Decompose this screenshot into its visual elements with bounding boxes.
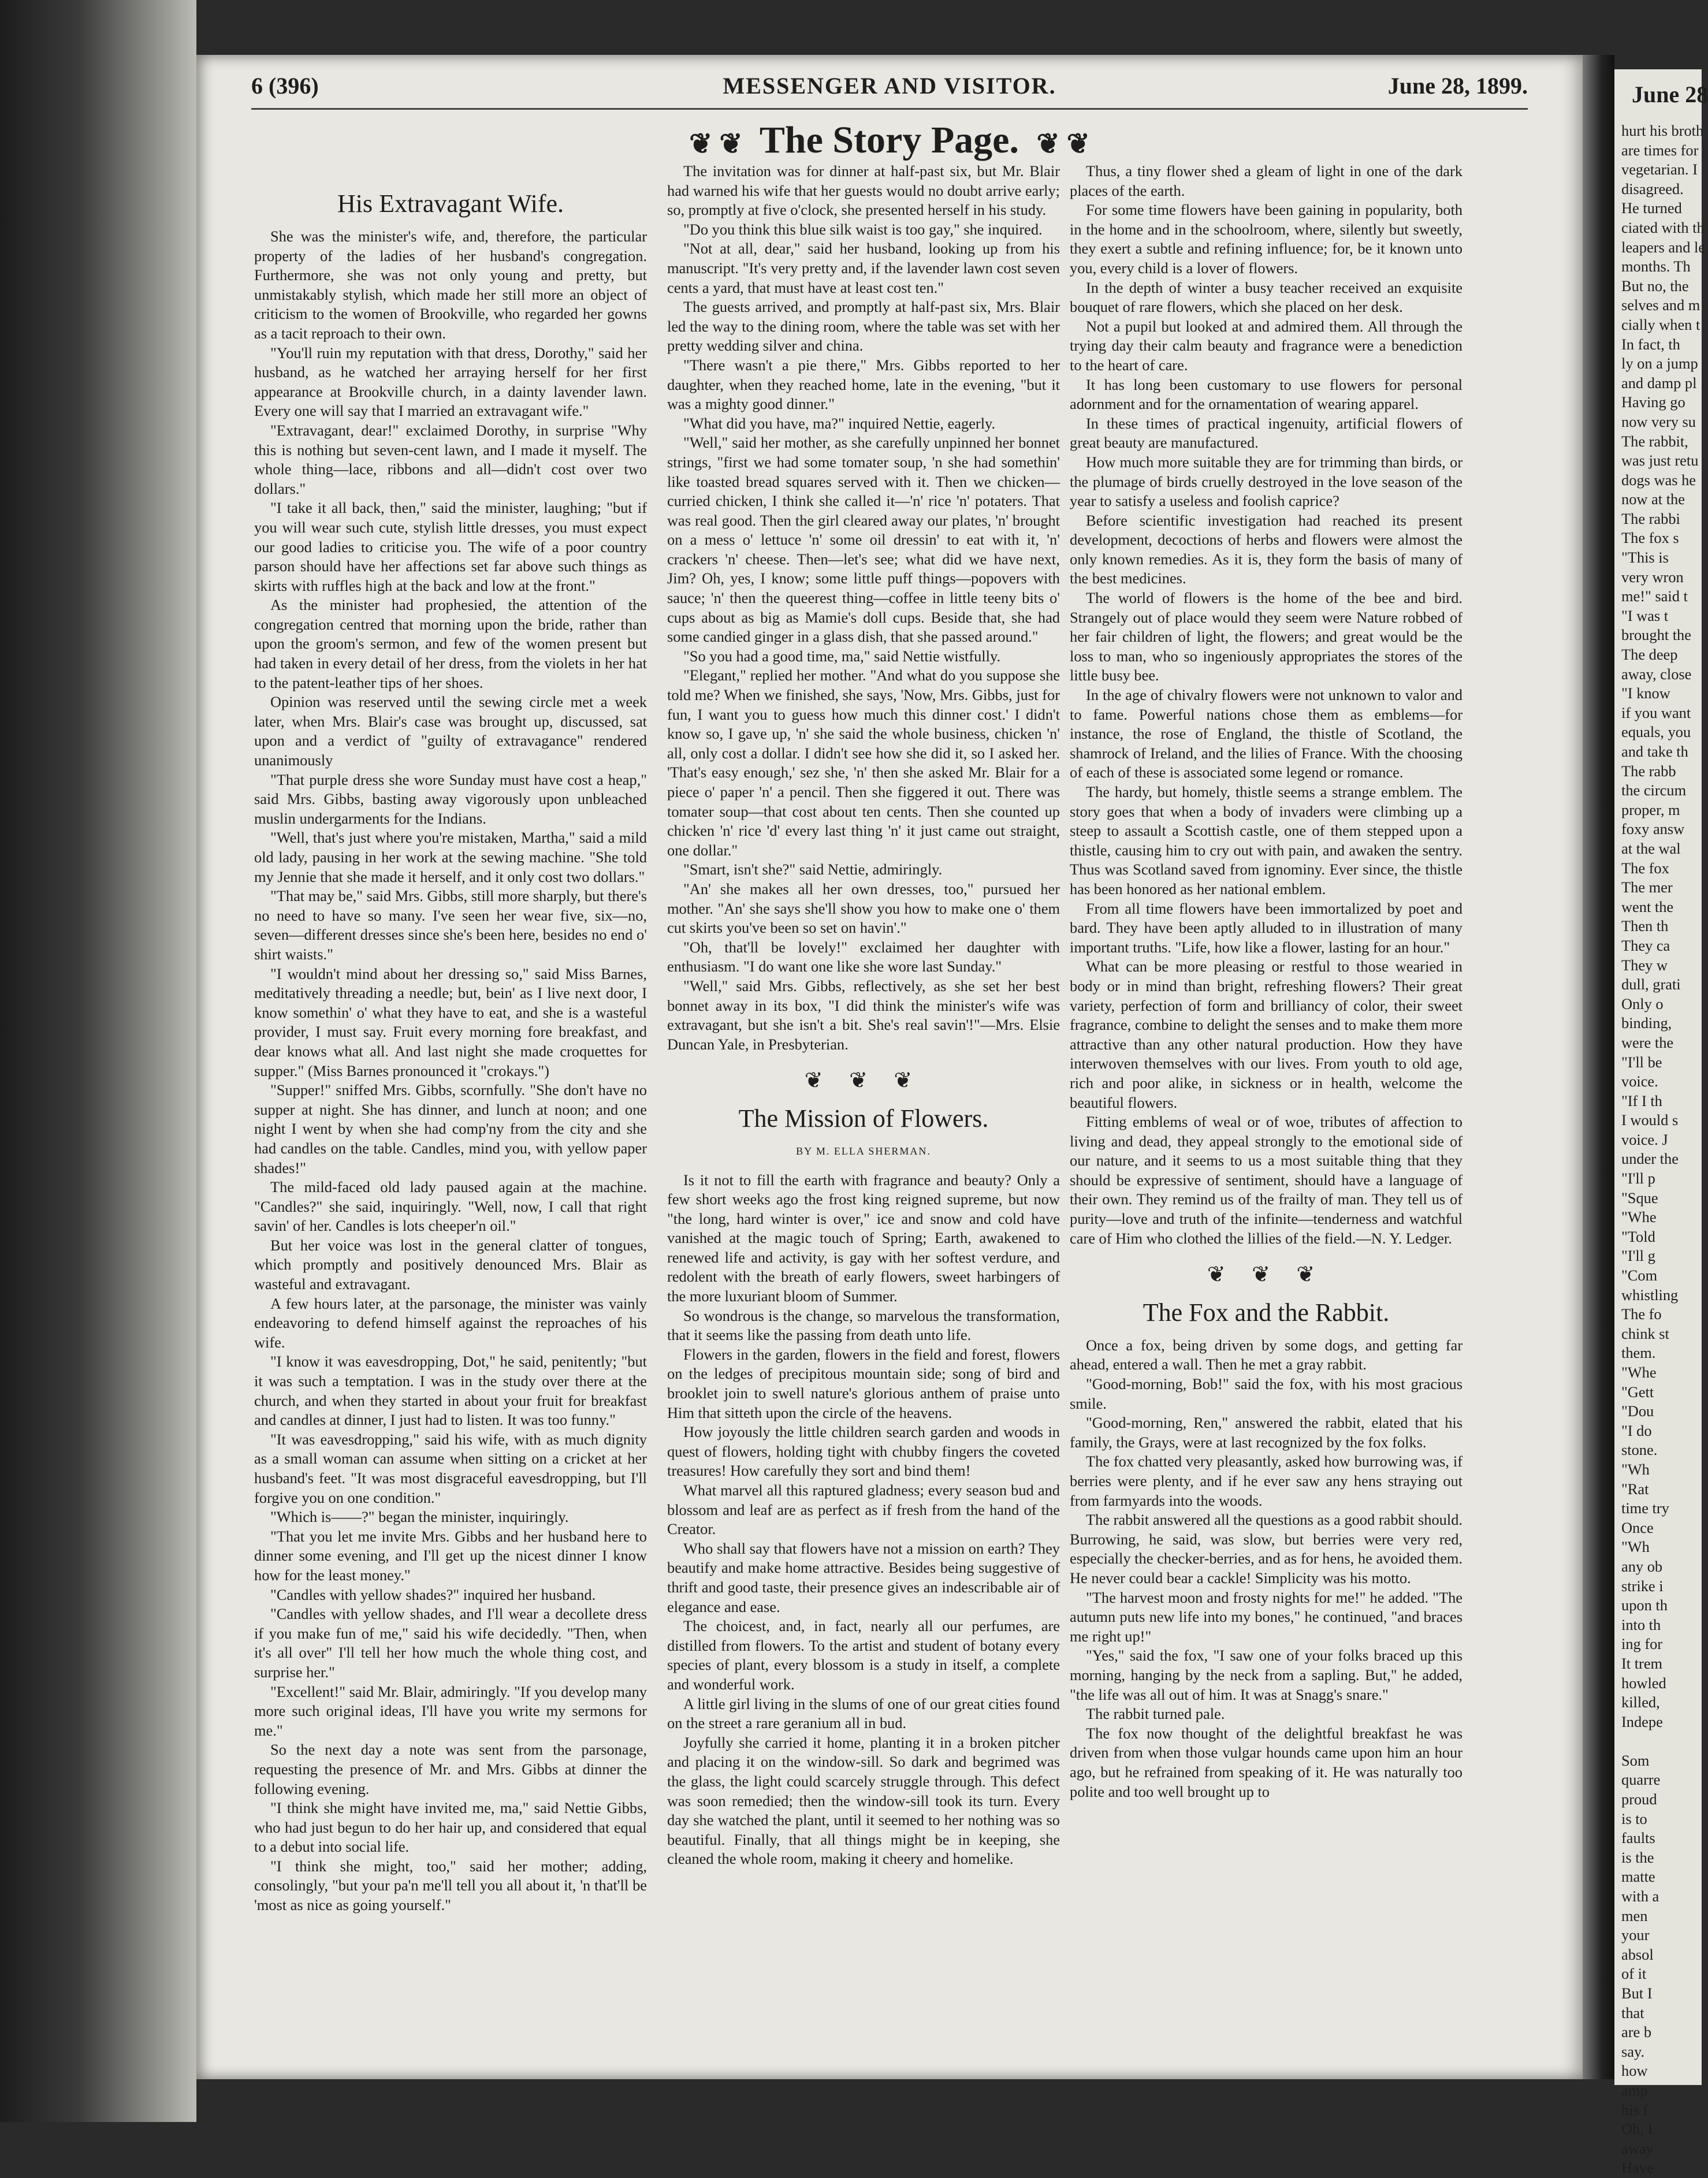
story-body [1070, 162, 1463, 1248]
paragraph: A few hours later, at the parsonage, the minister was vainly endeavoring to defend himself against the reproaches of his wife. [254, 1294, 647, 1351]
paragraph: Not a pupil but looked at and admired them. All through the trying day their calm beauty and fragrance were a benediction to the heart of care. [1070, 317, 1463, 374]
column-1 [254, 188, 647, 1915]
paragraph: It has long been customary to use flowers for personal adornment and for the ornamentation of wearing apparel. [1070, 375, 1463, 413]
adjacent-page-line: disagreed. [1621, 180, 1684, 198]
paragraph: "So you had a good time, ma," said Nettie wistfully. [683, 647, 1001, 665]
paragraph: Joyfully she carried it home, planting it in a broken pitcher and placing it on the window-sill. So dark and begrimed was the glass, the light could scarcely struggle through. This defect was soon remedied; then the window-sill took its turn. Every day she watched the plant, until it seemed to her nothing was so beautiful. Finally, that all things might be in keeping, she cleaned the whole room, making it cheery and homelike. [667, 1733, 1060, 1868]
paragraph: She was the minister's wife, and, therefore, the particular property of the ladies of her husband's congregation. Furthermore, she was not only young and pretty, but unmistakably stylish, which made her still more an object of criticism to the women of Brookville, who regarded her gowns as a tacit reproach to their own. [254, 228, 647, 342]
paragraph: "You'll ruin my reputation with that dress, Dorothy," said her husband, as he watched her arraying herself for her first appearance at Brookville church, in a dainty lavender lawn. Every one will say that I married an extravagant wife." [254, 344, 647, 420]
adjacent-page-line: hurt his broth [1621, 122, 1704, 139]
adjacent-page-line: quarre [1621, 1771, 1661, 1789]
adjacent-page-line: "I'll p [1621, 1170, 1655, 1187]
adjacent-page-line: "I do [1621, 1421, 1652, 1439]
story-body [667, 1171, 1060, 1869]
paragraph: For some time flowers have been gaining in popularity, both in the home and in the schoolroom, where, silently but sweetly, they exert a subtle and refining influence; for, be it known unto you, every child is a lover of flowers. [1070, 201, 1463, 277]
paragraph: The world of flowers is the home of the bee and bird. Strangely out of place would they seem were Nature robbed of her fair children of light, the flowers; and great would be the loss to man, who so ingeniously appropriates the stores of the little busy bee. [1070, 589, 1463, 684]
paragraph: How much more suitable they are for trimming than birds, or the plumage of birds cruelly destroyed in the love season of the year to satisfy a useless and foolish caprice? [1070, 453, 1463, 510]
paragraph: But her voice was lost in the general clatter of tongues, which promptly and positively denounced Mrs. Blair as wasteful and extravagant. [254, 1236, 647, 1293]
column-3 [1070, 162, 1463, 1801]
paragraph: The fox now thought of the delightful breakfast he was driven from when those vulgar hounds came upon him an hour ago, but he refrained from speaking of it. He was naturally too polite and too well brought up to [1070, 1724, 1463, 1800]
adjacent-page-line: into th [1621, 1615, 1661, 1633]
adjacent-page-line: vegetarian. I [1621, 161, 1698, 178]
adjacent-page-line: his f [1621, 2101, 1649, 2119]
issue-date: June 28, 1899. [1387, 73, 1528, 99]
paragraph: "Oh, that'll be lovely!" exclaimed her daughter with enthusiasm. "I do want one like she wore last Sunday." [667, 938, 1060, 976]
paragraph: What marvel all this raptured gladness; every season bud and blossom and leaf are as perfect as if fresh from the hand of the Creator. [667, 1481, 1060, 1538]
adjacent-page-line: The fox s [1621, 529, 1679, 547]
adjacent-page-line: strike i [1621, 1577, 1664, 1595]
adjacent-page-line: dogs was he [1621, 471, 1696, 489]
paragraph: "Excellent!" said Mr. Blair, admiringly. "If you develop many more such original ideas, I'll have you write my sermons for me." [254, 1682, 647, 1739]
adjacent-page-line: now at the [1621, 490, 1685, 508]
paragraph: Once a fox, being driven by some dogs, and getting far ahead, entered a wall. Then he met a gray rabbit. [1070, 1336, 1463, 1373]
paragraph: "Do you think this blue silk waist is too gay," she inquired. [683, 220, 1043, 238]
paragraph: "It was eavesdropping," said his wife, with as much dignity as a small woman can assume when sitting on a cricket at her husband's feet. "It was most disgraceful eavesdropping, but I'll forgive you on one condition." [254, 1430, 647, 1506]
adjacent-page-line: away [1621, 2139, 1654, 2157]
adjacent-page-line: the circum [1621, 781, 1687, 799]
adjacent-page-line: matte [1621, 1868, 1655, 1886]
paragraph: "I know it was eavesdropping, Dot," he said, penitently; "but it was such a temptation. I was in the study over there at the church, and when they started in about your fruit for breakfast and candles at dinner, I just had to listen. It was too funny." [254, 1353, 647, 1429]
paragraph: "Candles with yellow shades?" inquired her husband. [270, 1585, 596, 1603]
adjacent-page-line: months. Th [1621, 258, 1691, 275]
paragraph: "Smart, isn't she?" said Nettie, admiringly. [683, 861, 943, 878]
adjacent-page-line: was just retu [1621, 452, 1699, 470]
adjacent-page-line: "I know [1621, 684, 1670, 702]
paragraph: Before scientific investigation had reached its present development, decoctions of herbs and flowers were almost the only known remedies. As it is, they form the basis of many of the best medicines. [1070, 511, 1463, 587]
adjacent-page-line: In fact, th [1621, 335, 1680, 353]
paragraph: The mild-faced old lady paused again at the machine. "Candles?" she said, inquiringly. "Well, now, I call that right savin' of her. Candles is lots cheeper'n oil." [254, 1178, 647, 1235]
adjacent-page-line: whistling [1621, 1286, 1679, 1304]
newspaper-name: MESSENGER AND VISITOR. [723, 73, 1056, 99]
adjacent-page-line: "Gett [1621, 1383, 1654, 1401]
adjacent-page-line: your [1621, 1926, 1650, 1944]
story-title: The Mission of Flowers. [738, 1104, 989, 1133]
adjacent-page-line: went the [1621, 898, 1674, 915]
adjacent-page-line: binding, [1621, 1014, 1672, 1032]
paragraph: A little girl living in the slums of one of our great cities found on the street a rare geranium all in bud. [667, 1695, 1060, 1732]
adjacent-page-line: I would s [1621, 1111, 1679, 1129]
adjacent-page-line: Indepe [1621, 1712, 1663, 1730]
paragraph: "That purple dress she wore Sunday must have cost a heap," said Mrs. Gibbs, basting away vigorously upon unbleached muslin undergarments for the Indians. [254, 770, 647, 827]
adjacent-page-line: "If I th [1621, 1092, 1662, 1110]
paragraph: "Good-morning, Bob!" said the fox, with his most gracious smile. [1070, 1375, 1463, 1412]
adjacent-page-line: were the [1621, 1033, 1674, 1051]
adjacent-page-line: "I was t [1621, 606, 1669, 624]
paragraph: "Which is——?" began the minister, inquiringly. [270, 1508, 569, 1526]
paragraph: "Supper!" sniffed Mrs. Gibbs, scornfully. "She don't have no supper at night. She has dinner, and lunch at noon; and one night I went by when she had comp'ny from the city and she had candles on the table. Candles, mind you, with yellow paper shades!" [254, 1081, 647, 1177]
adjacent-page-line: ciated with th [1621, 218, 1705, 236]
paragraph: "I think she might have invited me, ma," said Nettie Gibbs, who had just begun to do her hair up, and considered that equal to a debut into social life. [254, 1799, 647, 1856]
book-binding-edge [0, 0, 196, 2122]
paragraph: "Well," said Mrs. Gibbs, reflectively, as she set her best bonnet away in its box, "I did think the minister's wife was extravagant, but she isn't a bit. She's real savin'!"—Mrs. Elsie Duncan Yale, in Presbyterian. [667, 977, 1060, 1053]
story-body [667, 162, 1060, 1054]
adjacent-page-line: proper, m [1621, 801, 1680, 818]
adjacent-page-line: killed, [1621, 1693, 1660, 1711]
adjacent-page-line: "Whe [1621, 1364, 1657, 1381]
paragraph: As the minister had prophesied, the attention of the congregation centred that morning upon the bride, rather than upon the groom's sermon, and few of the women present but had taken in every detail of her dress, from the violets in her hat to the patent-leather tips of her shoes. [254, 596, 647, 691]
adjacent-page-line: "This is [1621, 549, 1669, 567]
story-title: His Extravagant Wife. [337, 189, 564, 218]
paragraph: "That may be," said Mrs. Gibbs, still more sharply, but there's no need to have so many. I've seen her wear five, six—no, seven—different dresses since she's been here, besides no end o' shirt waists." [254, 887, 647, 963]
adjacent-page-line: men [1621, 1907, 1648, 1924]
adjacent-page-line: foxy answ [1621, 820, 1685, 838]
story-body [254, 227, 647, 1915]
adjacent-page-line: them. [1621, 1344, 1656, 1362]
adjacent-page-line: The rabbi [1621, 509, 1680, 527]
adjacent-page-line: brought the [1621, 626, 1691, 644]
story-body [1070, 1336, 1463, 1801]
adjacent-page-line: howled [1621, 1674, 1666, 1692]
adjacent-page-line: They w [1621, 956, 1668, 974]
adjacent-page-line: Once [1621, 1518, 1654, 1536]
adjacent-page-line: "Sque [1621, 1189, 1658, 1207]
paragraph: "Good-morning, Ren," answered the rabbit, elated that his family, the Grays, were at last recognized by the fox folks. [1070, 1414, 1463, 1451]
adjacent-page-line: now very su [1621, 412, 1696, 430]
adjacent-page-line: Only o [1621, 995, 1664, 1012]
fleuron-divider-icon: ❦ ❦ ❦ [804, 1068, 923, 1093]
adjacent-page-line: is to [1621, 1810, 1647, 1827]
adjacent-page-line: But no, the [1621, 277, 1689, 295]
adjacent-page-line: The mer [1621, 878, 1673, 896]
adjacent-page-line: time try [1621, 1499, 1669, 1517]
fleuron-divider-icon: ❦ ❦ ❦ [1207, 1263, 1326, 1287]
adjacent-page-line: and take th [1621, 743, 1688, 760]
adjacent-page-line: proud [1621, 1790, 1657, 1808]
paragraph: "Elegant," replied her mother. "And what do you suppose she told me? When we finished, she says, 'Now, Mrs. Gibbs, just for fun, I want you to guess how much this dinner cost.' I didn't know so, I gave up, 'n' she said the whole business, chicken 'n' all, only cost a dollar. I didn't see how she did it, so I asked her. 'That's easy enough,' sez she, 'n' then she asked Mr. Blair for a piece o' paper 'n' a pencil. Then she figgered it out. There was tomater soup—that cost about ten cents. Then she counted up chicken 'n' rice 'd' every last thing 'n' it just came out straight, one dollar." [667, 667, 1060, 859]
adjacent-page [1614, 69, 1708, 2177]
adjacent-page-line: Then th [1621, 917, 1669, 935]
adjacent-page-line: dull, grati [1621, 976, 1681, 993]
page-number: 6 (396) [251, 73, 319, 99]
paragraph: The invitation was for dinner at half-past six, but Mr. Blair had warned his wife that her guests would no doubt arrive early; so, promptly at five o'clock, she presented herself in his study. [667, 162, 1060, 219]
adjacent-page-line: voice. [1621, 1073, 1658, 1090]
adjacent-page-line: The rabbit, [1621, 432, 1688, 450]
adjacent-page-line: The rabb [1621, 762, 1676, 780]
paragraph: The rabbit turned pale. [1086, 1705, 1225, 1723]
adjacent-page-line: is the [1621, 1848, 1654, 1866]
paragraph: "I wouldn't mind about her dressing so," said Miss Barnes, meditatively threading a needle; but, bein' as I live next door, I know somethin' o' what they have to eat, and she is a wasteful provider, I must say. Fruit every morning fore breakfast, and dear knows what all. And last night she made croquettes for supper." (Miss Barnes pronounced it "crokays.") [254, 965, 647, 1079]
paragraph: The fox chatted very pleasantly, asked how burrowing was, if berries were plenty, and if he ever saw any hens straying out from farmyards into the woods. [1070, 1453, 1463, 1509]
adjacent-page-line: absol [1621, 1945, 1654, 1963]
fleuron-icon: ❦ ❦ [1036, 128, 1090, 159]
adjacent-page-line: Som [1621, 1751, 1650, 1769]
adjacent-page-line: under the [1621, 1150, 1679, 1168]
newspaper-page [196, 55, 1583, 2079]
adjacent-page-line: amp [1621, 2081, 1648, 2099]
adjacent-page-line: They ca [1621, 936, 1670, 954]
adjacent-page-line: away, close [1621, 665, 1692, 683]
paragraph: How joyously the little children search garden and woods in quest of flowers, holding tight with chubby fingers the coveted treasures! How carefully they sort and bind them! [667, 1423, 1060, 1480]
page-header [251, 68, 1528, 108]
adjacent-page-line: ly on a jump [1621, 355, 1698, 373]
adjacent-page-line: leapers and le [1621, 238, 1706, 256]
adjacent-page-line: upon th [1621, 1596, 1668, 1614]
adjacent-page-line: how [1621, 2062, 1648, 2080]
adjacent-page-line: Have [1621, 2159, 1654, 2177]
adjacent-page-line: "Whe [1621, 1208, 1657, 1226]
adjacent-page-line: say. [1621, 2042, 1645, 2060]
paragraph: "Well, that's just where you're mistaken, Martha," said a mild old lady, pausing in her work at the sewing machine. "She told my Jennie that she made it herself, and it only cost two dollars." [254, 829, 647, 885]
adjacent-page-line: It trem [1621, 1654, 1663, 1672]
paragraph: Flowers in the garden, flowers in the field and forest, flowers on the ledges of precipitous mountain side; song of bird and brooklet join to swell nature's glorious anthem of praise unto Him that sitteth upon the circle of the heavens. [667, 1345, 1060, 1421]
adjacent-page-line: cially when t [1621, 315, 1700, 333]
adjacent-page-line: "Dou [1621, 1402, 1654, 1420]
paragraph: What can be more pleasing or restful to those wearied in body or in mind than bright, refreshing flowers? Their great variety, perfection of form and brilliancy of color, their sweet fragrance, combine to delight the senses and to make them more attractive than any other natural production. How they have interwoven themselves with our lives. From youth to old age, rich and poor alike, in sickness or in health, welcome the beautiful flowers. [1070, 958, 1463, 1111]
adjacent-page-line: "Rat [1621, 1480, 1649, 1498]
adjacent-page-line [1621, 1732, 1705, 1751]
adjacent-page-line: "Told [1621, 1227, 1655, 1245]
fleuron-icon: ❦ ❦ [689, 128, 743, 159]
paragraph: From all time flowers have been immortalized by poet and bard. They have been aptly alluded to in illustration of many important truths. "Life, how like a flower, lasting for an hour." [1070, 899, 1463, 956]
adjacent-page-line: and damp pl [1621, 374, 1697, 392]
paragraph: "An' she makes all her own dresses, too," pursued her mother. "An' she says she'll show you how to make one o' them cut skirts you've been so set on havin'." [667, 880, 1060, 937]
adjacent-page-line: are b [1621, 2023, 1652, 2041]
paragraph: "I think she might, too," said her mother; adding, consolingly, "but your pa'n me'll tell you all about it, 'n that'll be 'most as nice as going yourself." [254, 1857, 647, 1914]
page-gutter [1583, 55, 1614, 2079]
column-2 [667, 162, 1060, 1869]
adjacent-page-line: He turned [1621, 199, 1682, 217]
paragraph: The rabbit answered all the questions as a good rabbit should. Burrowing, he said, was slow, but berries were very red, especially the checker-berries, and as for hens, he avoided them. He never could bear a cackle! Simplicity was his motto. [1070, 1511, 1463, 1587]
paragraph: In the depth of winter a busy teacher received an exquisite bouquet of rare flowers, which she placed on her desk. [1070, 278, 1463, 316]
adjacent-page-line: voice. J [1621, 1130, 1668, 1148]
paragraph: Opinion was reserved until the sewing circle met a week later, when Mrs. Blair's case was brought up, discussed, sat upon and a verdict of "guilty of extravagance" rendered unanimously [254, 693, 647, 769]
adjacent-page-line: The deep [1621, 646, 1678, 664]
paragraph: "The harvest moon and frosty nights for me!" he added. "The autumn puts new life into my bones," he continued, "and braces me right up!" [1070, 1588, 1463, 1645]
paragraph: Fitting emblems of weal or of woe, tributes of affection to living and dead, they appeal strongly to the emotional side of our nature, and it seems to us a most suitable thing that they should be expressive of sentiment, should have a language of their own. They remind us of the frailty of man. They tell us of purity—love and truth of the infinite—tenderness and watchful care of Him who clothed the lillies of the field.—N. Y. Ledger. [1070, 1113, 1463, 1247]
adjacent-page-line: with a [1621, 1887, 1659, 1905]
paragraph: Is it not to fill the earth with fragrance and beauty? Only a few short weeks ago the frost king reigned supreme, but now "the long, hard winter is over," ice and snow and cold have vanished at the magic touch of Spring; Earth, awakened to renewed life and activity, is gay with her softest verdure, and redolent with the breath of early flowers, sweet harbingers of the more luxuriant bloom of Summer. [667, 1171, 1060, 1305]
paragraph: "Well," said her mother, as she carefully unpinned her bonnet strings, "first we had some tomater soup, 'n she had somethin' like toasted bread squares served with it. Then we chicken—curried chicken, I think she called it—'n' rice 'n' potaters. That was real good. Then the girl cleared away our plates, 'n' brought on a mess o' lettuce 'n' some oil dressin' to eat with it, 'n' crackers 'n' cheese. Then—let's see; what did we have next, Jim? Oh, yes, I know; some little puff things—popovers with sauce; 'n' then the queerest thing—coffee in little teeny bits o' cups about as big as Mamie's doll cups. Beside that, she had some candied ginger in a glass dish, that she passed around." [667, 434, 1060, 646]
adjacent-page-line: are times for [1621, 141, 1699, 159]
adjacent-page-line: if you want [1621, 703, 1691, 721]
adjacent-page-line: that [1621, 2004, 1644, 2021]
paragraph: The guests arrived, and promptly at half-past six, Mrs. Blair led the way to the dining room, where the table was set with her pretty wedding silver and china. [667, 298, 1060, 355]
adjacent-page-line: of it [1621, 1965, 1647, 1983]
paragraph: "Extravagant, dear!" exclaimed Dorothy, in surprise "Why this is nothing but seven-cent lawn, and I made it myself. The whole thing—lace, ribbons and all—didn't cost over two dollars." [254, 421, 647, 497]
adjacent-page-text [1621, 121, 1705, 2178]
adjacent-page-line: "I'll be [1621, 1053, 1662, 1071]
adjacent-page-line: "Wh [1621, 1538, 1650, 1556]
paragraph: In the age of chivalry flowers were not unknown to valor and to fame. Powerful nations chose them as emblems—for instance, the rose of England, the thistle of Scotland, the shamrock of Ireland, and the lilies of France. With the choosing of each of these is associated some legend or romance. [1070, 686, 1463, 781]
paragraph: "There wasn't a pie there," Mrs. Gibbs reported to her daughter, when they reached home, late in the evening, "but it was a mighty good dinner." [667, 356, 1060, 413]
section-title-text: The Story Page. [759, 119, 1019, 161]
adjacent-page-line: at the wal [1621, 839, 1681, 857]
adjacent-page-line: The fox [1621, 859, 1669, 877]
adjacent-page-header: June 28 [1632, 81, 1708, 107]
story-byline: BY M. ELLA SHERMAN. [796, 1145, 931, 1157]
adjacent-page-line: ing for [1621, 1635, 1663, 1653]
adjacent-page-line: Oh, I [1621, 2120, 1653, 2138]
adjacent-page-line: Having go [1621, 393, 1685, 411]
adjacent-page-line: any ob [1621, 1557, 1663, 1575]
paragraph: Who shall say that flowers have not a mission on earth? They beautify and make home attractive. Besides being suggestive of thrift and good taste, their presence gives an indescribable air of elegance and ease. [667, 1539, 1060, 1615]
adjacent-page-line: stone. [1621, 1441, 1658, 1459]
paragraph: "What did you have, ma?" inquired Nettie, eagerly. [683, 414, 996, 432]
adjacent-page-line: equals, you [1621, 723, 1691, 741]
paragraph: So the next day a note was sent from the parsonage, requesting the presence of Mr. and Mrs. Gibbs at dinner the following evening. [254, 1741, 647, 1797]
adjacent-page-line: selves and m [1621, 296, 1700, 314]
adjacent-page-line: "I'll g [1621, 1247, 1655, 1265]
paragraph: "That you let me invite Mrs. Gibbs and her husband here to dinner some evening, and I'll get up the nicest dinner I know how for the least money." [254, 1527, 647, 1584]
adjacent-page-line: me!" said t [1621, 587, 1688, 605]
paragraph: "I take it all back, then," said the minister, laughing; "but if you will wear such cute, stylish little dresses, you must expect our good ladies to criticise you. The wife of a poor country parson should have her affections set far above such things as skirts with ruffles high at the back and low at the front." [254, 499, 647, 594]
paragraph: "Yes," said the fox, "I saw one of your folks braced up this morning, hanging by the neck from a sapling. But," he added, "the life was all out of him. It was at Snagg's snare." [1070, 1647, 1463, 1703]
adjacent-page-line: very wron [1621, 568, 1684, 586]
story-title: The Fox and the Rabbit. [1143, 1298, 1390, 1327]
adjacent-page-line: faults [1621, 1829, 1655, 1847]
paragraph: The choicest, and, in fact, nearly all our perfumes, are distilled from flowers. To the artist and student of botany every species of plant, every blossom is a study in itself, a complete and wonderful work. [667, 1617, 1060, 1693]
adjacent-page-line: "Wh [1621, 1460, 1650, 1478]
adjacent-page-line: chink st [1621, 1324, 1669, 1342]
paragraph: Thus, a tiny flower shed a gleam of light in one of the dark places of the earth. [1070, 162, 1463, 199]
paragraph: "Not at all, dear," said her husband, looking up from his manuscript. "It's very pretty and, if the lavender lawn cost seven cents a yard, that must have at least cost ten." [667, 240, 1060, 296]
paragraph: So wondrous is the change, so marvelous the transformation, that it seems like the passing from death unto life. [667, 1306, 1060, 1344]
paragraph: "Candles with yellow shades, and I'll wear a decollete dress if you make fun of me," said his wife decidedly. "Then, when it's all over" I'll tell her how much the whole thing cost, and surprise her." [254, 1605, 647, 1681]
paragraph: In these times of practical ingenuity, artificial flowers of great beauty are manufactured. [1070, 414, 1463, 452]
adjacent-page-line: But I [1621, 1985, 1653, 2002]
adjacent-page-line: "Com [1621, 1267, 1658, 1285]
adjacent-page-line: The fo [1621, 1305, 1662, 1323]
paragraph: The hardy, but homely, thistle seems a strange emblem. The story goes that when a body of invaders were climbing up a steep to assault a Scottish castle, one of them stepped upon a thistle, causing him to cry out with pain, and awaken the sentry. Thus was Scotland saved from ignominy. Ever since, the thistle has been honored as her national emblem. [1070, 783, 1463, 898]
header-rule [251, 108, 1528, 110]
